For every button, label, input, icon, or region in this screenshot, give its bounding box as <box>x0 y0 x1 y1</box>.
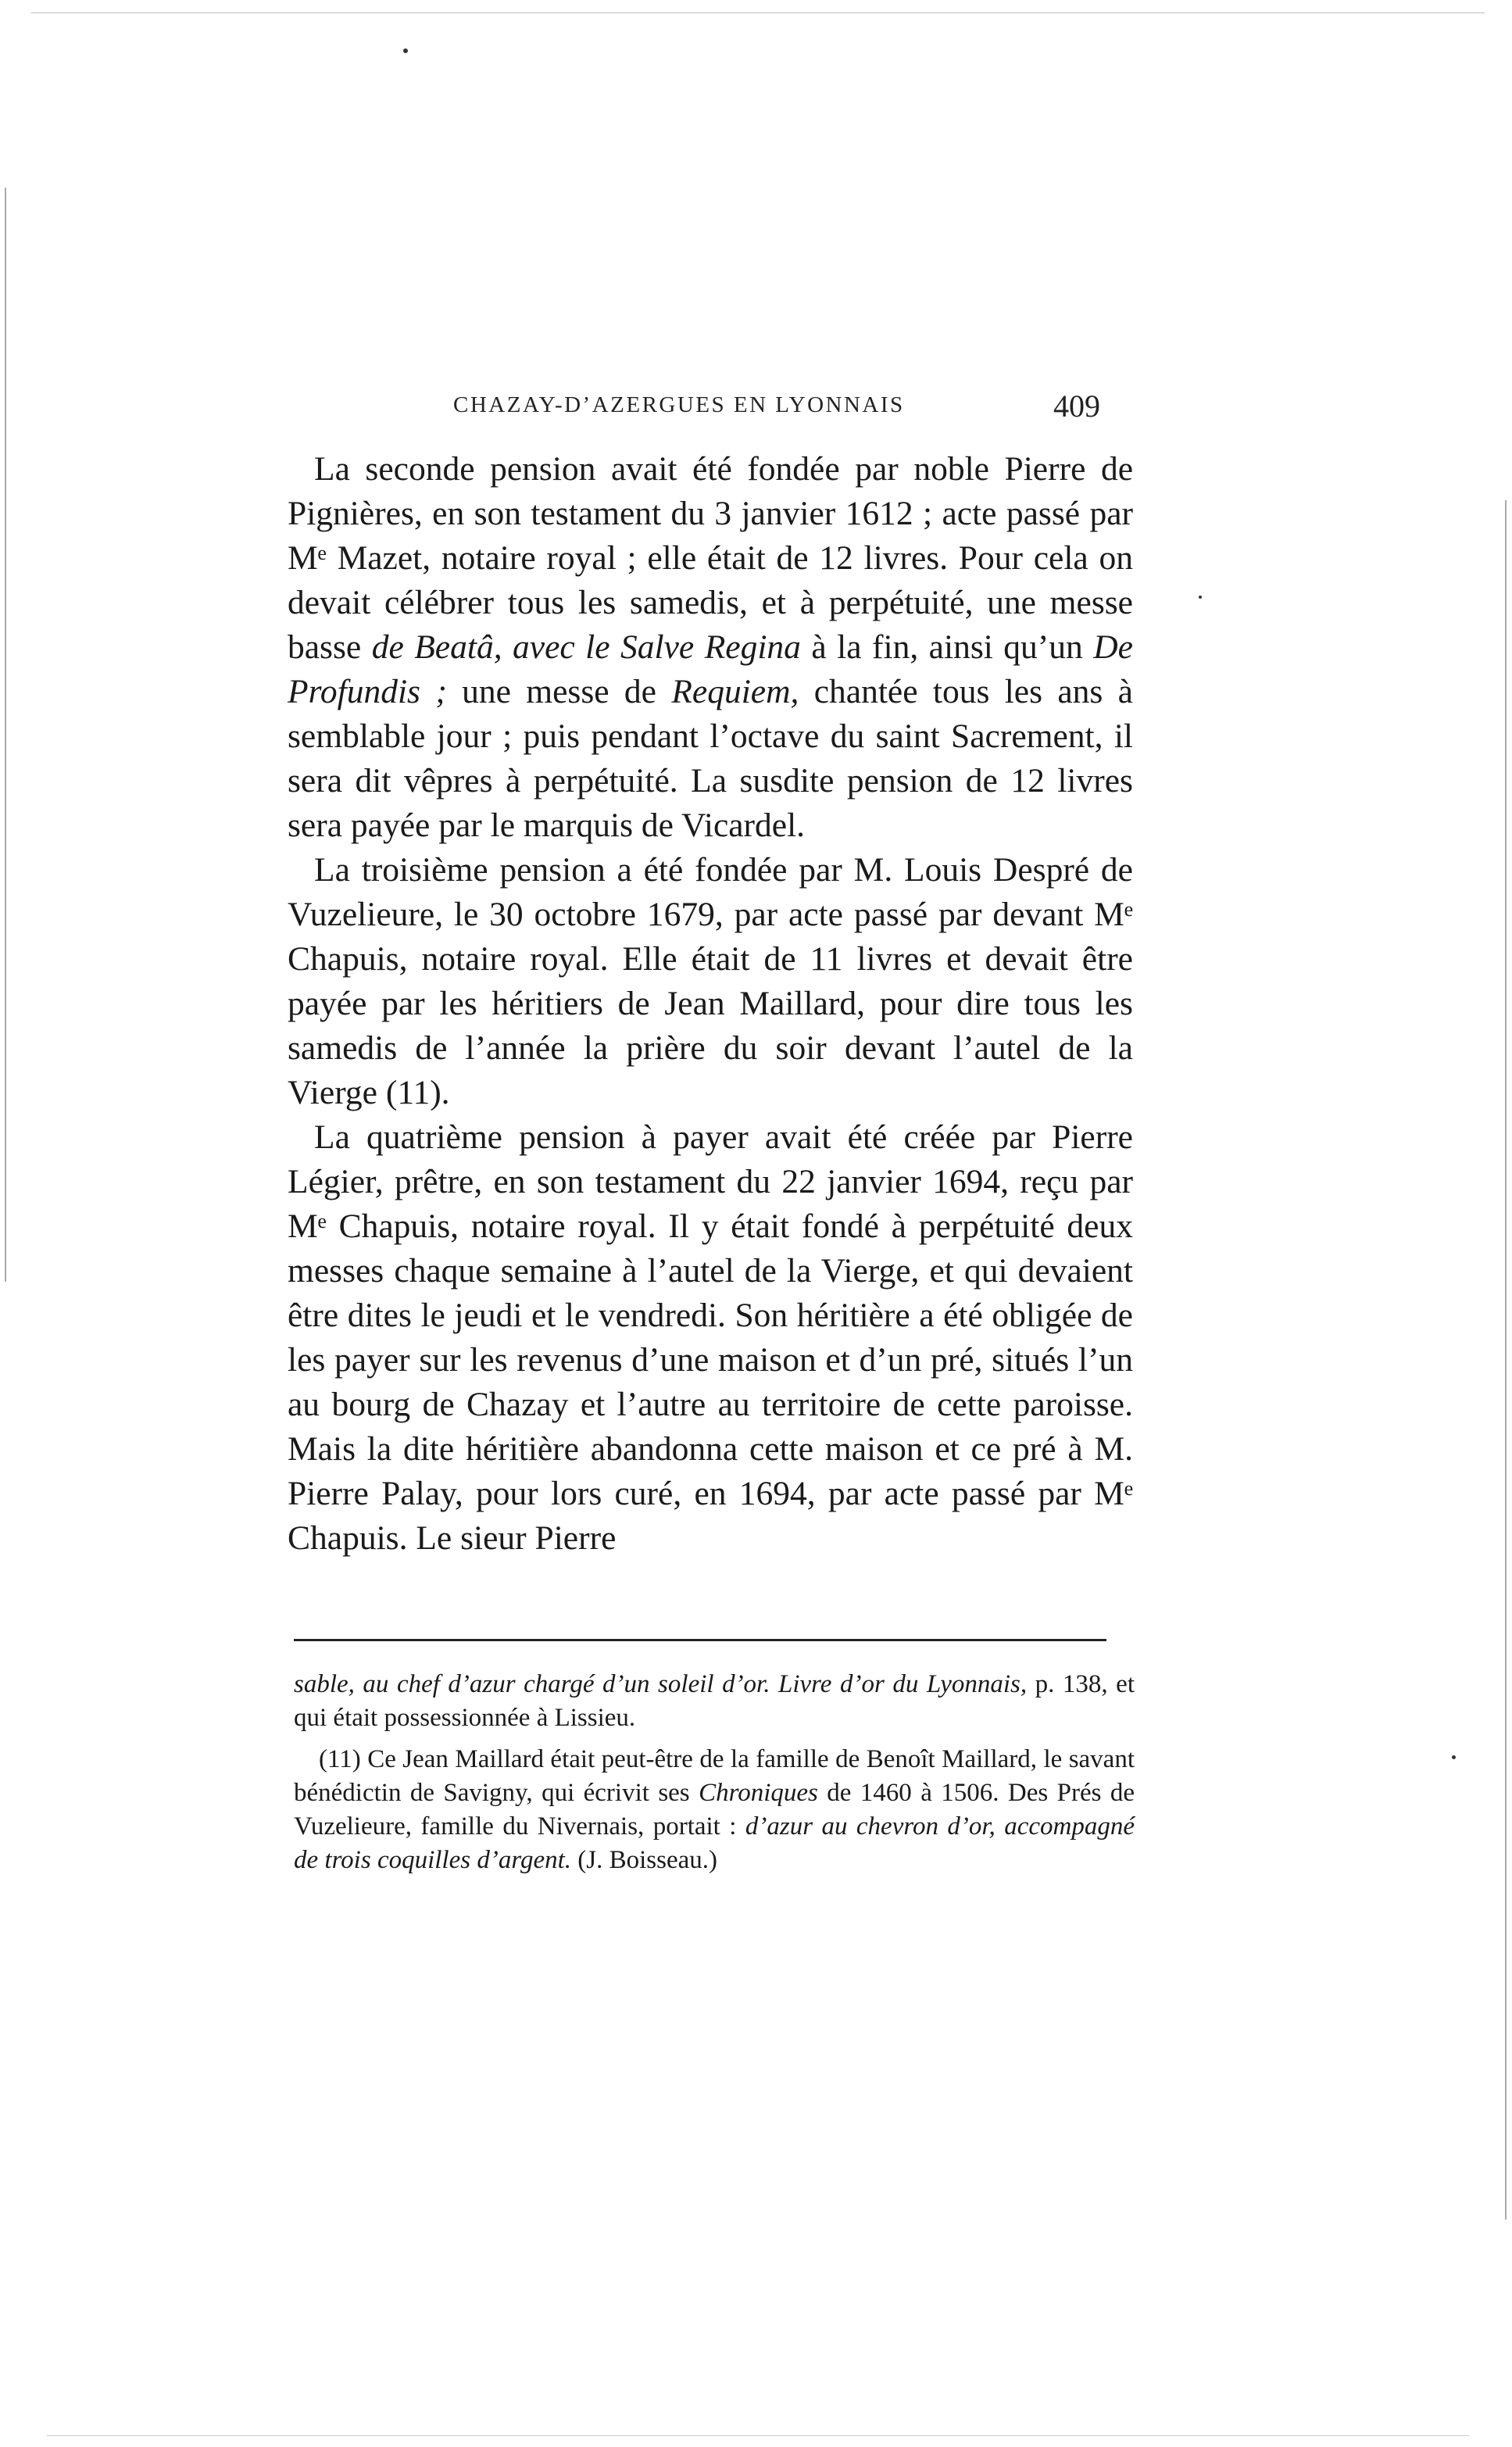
paragraph-third-pension: La troisième pension a été fondée par M. Louis Despré de Vuzelieure, le 30 octobre 1679, par acte passé par devant Mᵉ Chapuis, notaire royal. Elle était de 11 livres et devait être payée par les héritiers de Jean Maillard, pour dire tous les samedis de l’année la prière du soir devant l’autel de la Vierge (11). <box>288 851 1133 1111</box>
text-run: chantée tous les ans à semblable jour ; puis pendant l’octave du saint Sacrement, il sera dit vêpres à perpétuité. La susdite pension de 12 livres sera payée par le marquis de Vicardel. <box>288 673 1133 844</box>
footnote-11 <box>294 1743 1135 1877</box>
scan-edge-bottom <box>47 2435 1469 2436</box>
text-run: (11) Ce Jean Maillard était peut-être de la famille de Benoît Maillard, le savant bénédictin de Savigny, qui écrivit ses <box>294 1745 1135 1807</box>
text-run: La seconde pension avait été fondée par noble Pierre de Pignières, en son testament du 3 janvier 1612 ; acte passé par Mᵉ Mazet, notaire royal ; elle était de 12 livres. Pour cela on devait célébrer tous les samedis, et à perpétuité, une messe basse <box>288 450 1133 666</box>
paragraph-fourth-pension: La quatrième pension à payer avait été créée par Pierre Légier, prêtre, en son testament du 22 janvier 1694, reçu par Mᵉ Chapuis, notaire royal. Il y était fondé à perpétuité deux messes chaque semaine à l’autel de la Vierge, et qui devaient être dites le jeudi et le vendredi. Son héritière a été obligée de les payer sur les revenus d’une maison et d’un pré, situés l’un au bourg de Chazay et l’autre au territoire de cette paroisse. Mais la dite héritière abandonna cette maison et ce pré à M. Pierre Palay, pour lors curé, en 1694, par acte passé par Mᵉ Chapuis. Le sieur Pierre <box>288 1118 1133 1557</box>
italic-run: sable, au chef d’azur chargé d’un soleil d’or. Livre d’or du Lyonnais, <box>294 1670 1028 1698</box>
italic-run: d’azur au chevron d’or, accompagné de trois coquilles d’argent. <box>294 1812 1135 1874</box>
text-run: à la fin, ainsi qu’un <box>800 628 1094 666</box>
main-text <box>288 447 1133 1561</box>
text-run: p. 138, et qui était possessionnée à Lissieu. <box>294 1670 1135 1732</box>
running-title: CHAZAY-D’AZERGUES EN LYONNAIS <box>453 392 905 417</box>
scan-edge-left <box>5 188 6 1282</box>
footnotes <box>294 1668 1135 1877</box>
speck-mark <box>1199 596 1202 599</box>
speck-mark <box>403 48 408 53</box>
scan-edge-right <box>1505 500 1507 2220</box>
italic-run: de Beatâ, avec le Salve Regina <box>371 628 801 666</box>
italic-run: Chroniques <box>699 1779 818 1807</box>
footnote-continued <box>294 1668 1135 1735</box>
text-run: (J. Boisseau.) <box>571 1846 717 1874</box>
page-number: 409 <box>1053 388 1100 424</box>
speck-mark <box>1452 1755 1456 1759</box>
italic-run: De Profundis ; <box>288 628 1133 710</box>
text-run: de 1460 à 1506. Des Prés de Vuzelieure, famille du Nivernais, portait : <box>294 1779 1135 1841</box>
paragraph-second-pension <box>288 447 1133 848</box>
italic-run: Requiem, <box>671 673 799 710</box>
footnote-rule <box>294 1639 1106 1641</box>
text-run: une messe de <box>446 673 672 710</box>
